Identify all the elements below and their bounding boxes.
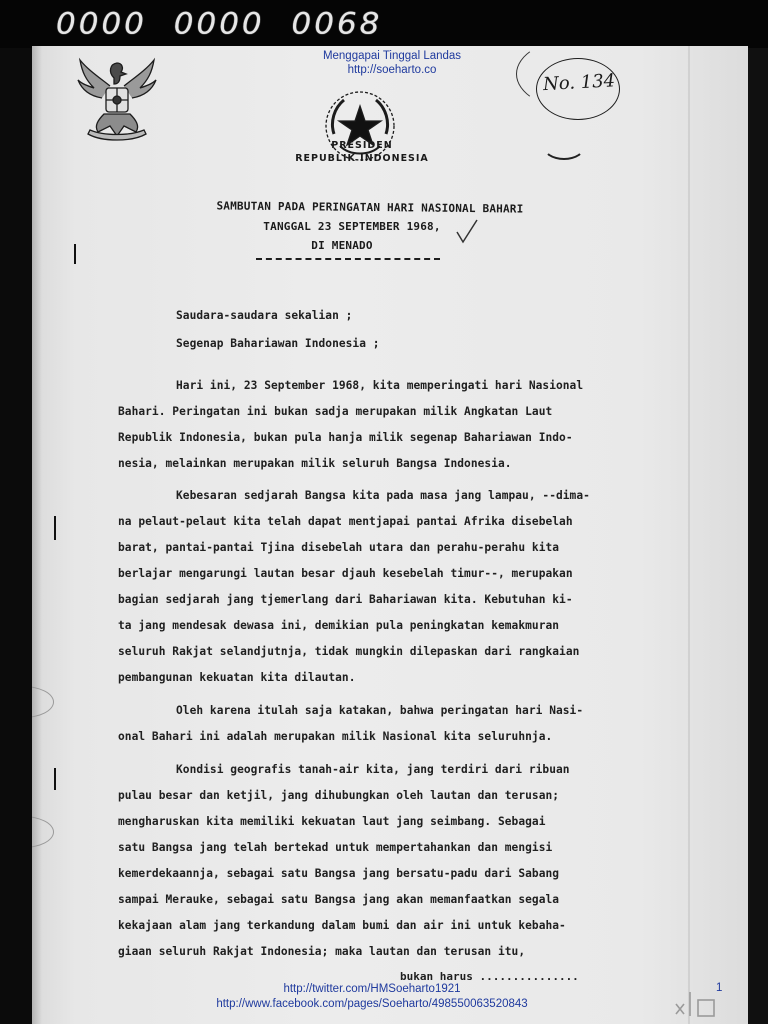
paragraph-line: seluruh Rakjat selandjutnja, tidak mungkin dilepaskan dari rangkaian (118, 645, 580, 658)
binder-mark (54, 768, 56, 790)
paragraph-line: Oleh karena itulah saja katakan, bahwa peringatan hari Nasi- (176, 704, 584, 717)
paragraph-line: Kondisi geografis tanah-air kita, jang terdiri dari ribuan (176, 763, 570, 776)
salutation-line: Segenap Bahariawan Indonesia ; (176, 337, 380, 350)
page-number: 1 (716, 982, 723, 994)
watermark-twitter-link[interactable]: http://twitter.com/HMSoeharto1921 (283, 983, 461, 995)
handwritten-arc-mark (542, 130, 586, 160)
paragraph-line: nesia, melainkan merupakan milik seluruh Bangsa Indonesia. (118, 457, 512, 470)
document-title-line-3: DI MENADO (311, 239, 373, 252)
document-title-line-2: TANGGAL 23 SEPTEMBER 1968, (263, 220, 441, 233)
page-left-shadow (32, 46, 42, 1024)
paragraph-line: Hari ini, 23 September 1968, kita memperingati hari Nasional (176, 379, 584, 392)
letterhead-line-presiden: PRESIDEN (331, 140, 393, 151)
letterhead-line-republik: REPUBLIK INDONESIA (295, 153, 429, 164)
handwritten-check-icon (455, 218, 479, 244)
paragraph-line: berlajar mengarungi lautan besar djauh kesebelah timur--, merupakan (118, 567, 573, 580)
paragraph-line: Kebesaran sedjarah Bangsa kita pada masa jang lampau, --dima- (176, 489, 590, 502)
paragraph-line: ta jang mendesak dewasa ini, demikian pula peningkatan kemakmuran (118, 619, 560, 632)
paragraph-line: pulau besar dan ketjil, jang dihubungkan oleh lautan dan terusan; (118, 789, 560, 802)
watermark-tagline: Menggapai Tinggal Landas (322, 50, 462, 62)
binder-mark (74, 244, 76, 264)
microfilm-header (0, 0, 768, 48)
microfilm-corner-mark-icon (674, 982, 723, 1020)
paragraph-line: mengharuskan kita memiliki kekuatan laut jang seimbang. Sebagai (118, 815, 546, 828)
page-catchword: bukan harus ............... (400, 970, 579, 983)
paragraph-line: bagian sedjarah jang tjemerlang dari Bahariawan kita. Kebutuhan ki- (118, 593, 573, 606)
paragraph-line: kekajaan alam jang terkandung dalam bumi dan air ini untuk kebaha- (118, 919, 566, 932)
paragraph-line: onal Bahari ini adalah merupakan milik Nasional kita seluruhnja. (118, 730, 553, 743)
paragraph-line: kemerdekaannja, sebagai satu Bangsa jang bersatu-padu dari Sabang (118, 867, 560, 880)
paragraph-line: satu Bangsa jang telah bertekad untuk mempertahankan dan mengisi (118, 841, 553, 854)
watermark-facebook-link[interactable]: http://www.facebook.com/pages/Soeharto/498550063520843 (216, 998, 528, 1010)
paragraph-line: barat, pantai-pantai Tjina disebelah utara dan perahu-perahu kita (118, 541, 560, 554)
paragraph-line: giaan seluruh Rakjat Indonesia; maka lautan dan terusan itu, (118, 945, 526, 958)
document-title-line-1: SAMBUTAN PADA PERINGATAN HARI NASIONAL BAHARI (216, 199, 524, 216)
watermark-top (292, 49, 492, 77)
watermark-website-link[interactable]: http://soeharto.co (347, 64, 437, 76)
title-underline (256, 258, 440, 260)
garuda-emblem-icon (74, 56, 160, 146)
right-film-margin (746, 48, 768, 1024)
binder-curve (32, 816, 54, 848)
paragraph-line: Republik Indonesia, bukan pula hanja milik segenap Bahariawan Indo- (118, 431, 573, 444)
paragraph-line: sampai Merauke, sebagai satu Bangsa jang akan memanfaatkan segala (118, 893, 560, 906)
document-page (32, 46, 748, 1024)
paragraph-line: pembangunan kekuatan kita dilautan. (118, 671, 356, 684)
page-fold-edge (688, 46, 690, 1024)
salutation-line: Saudara-saudara sekalian ; (176, 309, 353, 322)
handwritten-document-number: No. 134 (542, 70, 616, 96)
paragraph-line: na pelaut-pelaut kita telah dapat mentjapai pantai Afrika disebelah (118, 515, 573, 528)
binder-curve (32, 686, 54, 718)
paragraph-line: Bahari. Peringatan ini bukan sadja merupakan milik Angkatan Laut (118, 405, 553, 418)
microfilm-frame-code: 0000 0000 0068 (56, 6, 383, 42)
binder-mark (54, 516, 56, 540)
